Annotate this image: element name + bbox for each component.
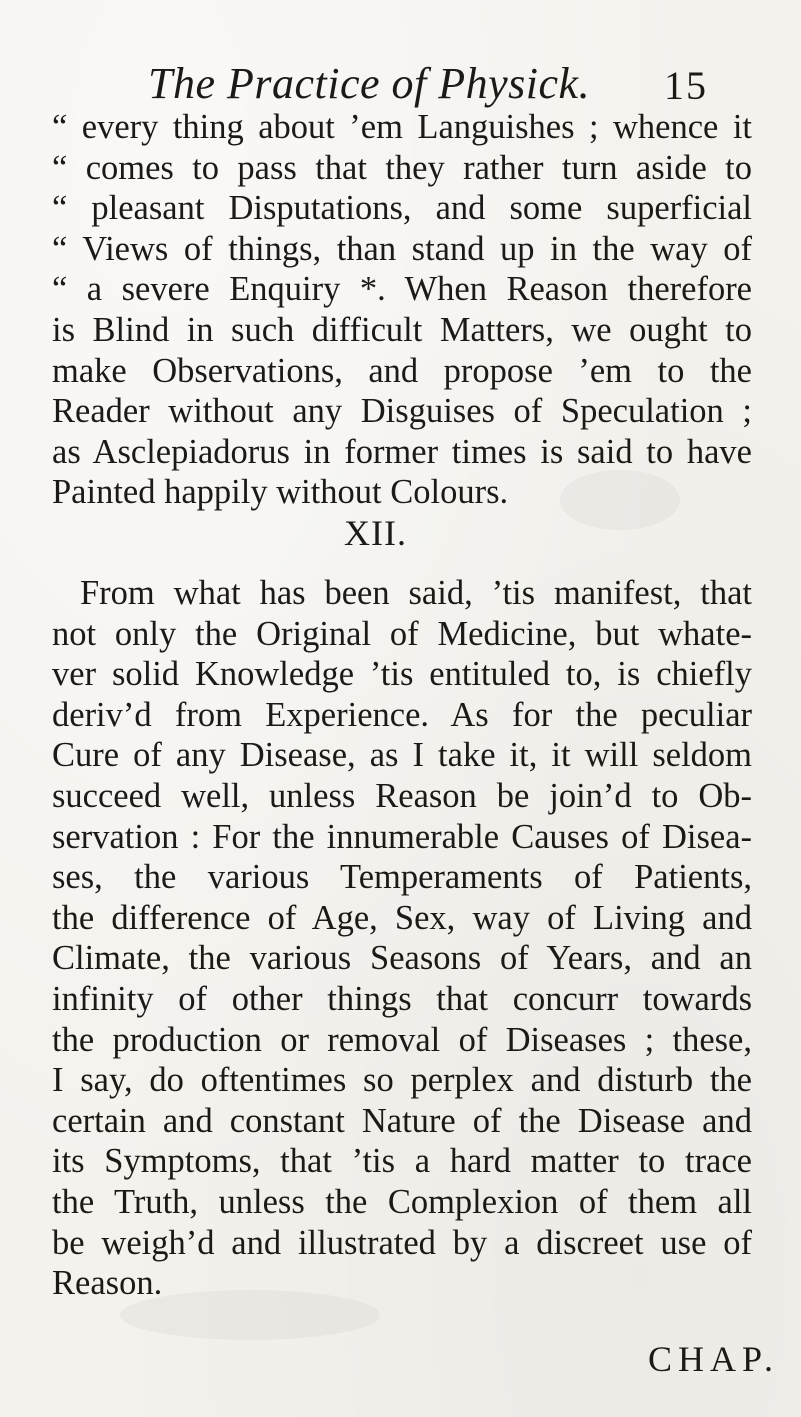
text-line: is Blind in such difficult Matters, we ought to <box>52 310 752 349</box>
text-line: the production or removal of Diseases ; these, <box>52 1020 752 1059</box>
text-line: ver solid Knowledge ’tis entituled to, is chiefly <box>52 655 752 694</box>
text-line: the Truth, unless the Complexion of them all <box>52 1182 752 1221</box>
text-line: the difference of Age, Sex, way of Living and <box>52 898 752 937</box>
text-line: servation : For the innumerable Causes of Disea- <box>52 817 752 856</box>
text-line: ses, the various Temperaments of Patients, <box>52 858 752 897</box>
text-line: “ pleasant Disputations, and some superficial <box>52 189 752 228</box>
running-head <box>148 58 708 108</box>
text-line: Reader without any Disguises of Speculation ; <box>52 392 752 431</box>
text-line: From what has been said, ’tis manifest, that <box>80 574 752 612</box>
text-line: I say, do oftentimes so perplex and disturb the <box>52 1061 752 1100</box>
text-line: “ a severe Enquiry *. When Reason therefore <box>52 270 752 309</box>
section-number-text: XII. <box>344 513 407 553</box>
text-line: infinity of other things that concurr towards <box>52 979 752 1018</box>
text-line: “ Views of things, than stand up in the way of <box>52 229 752 268</box>
text-line: make Observations, and propose ’em to the <box>52 351 752 390</box>
text-line: as Asclepiadorus in former times is said to have <box>52 432 752 471</box>
page-number: 15 <box>664 63 708 108</box>
running-title: The Practice of Physick. <box>148 59 591 108</box>
text-line: Cure of any Disease, as I take it, it will seldom <box>52 736 752 775</box>
paragraph-2 <box>52 573 752 1304</box>
text-line: its Symptoms, that ’tis a hard matter to trace <box>52 1142 752 1181</box>
text-line: certain and constant Nature of the Disease and <box>52 1101 752 1140</box>
section-number <box>0 512 801 554</box>
text-line: succeed well, unless Reason be join’d to Ob- <box>52 776 752 815</box>
text-line: not only the Original of Medicine, but whate- <box>52 614 752 653</box>
catchword: CHAP. <box>648 1339 780 1379</box>
text-line: Reason. <box>52 1264 163 1303</box>
text-line: Climate, the various Seasons of Years, and an <box>52 939 752 978</box>
text-line: “ comes to pass that they rather turn aside to <box>52 148 752 187</box>
text-line: Painted happily without Colours. <box>52 473 509 512</box>
text-line: deriv’d from Experience. As for the peculiar <box>52 695 752 734</box>
paragraph-1 <box>52 107 752 513</box>
text-line: be weigh’d and illustrated by a discreet use of <box>52 1223 752 1262</box>
text-line: “ every thing about ’em Languishes ; whence it <box>52 108 752 146</box>
